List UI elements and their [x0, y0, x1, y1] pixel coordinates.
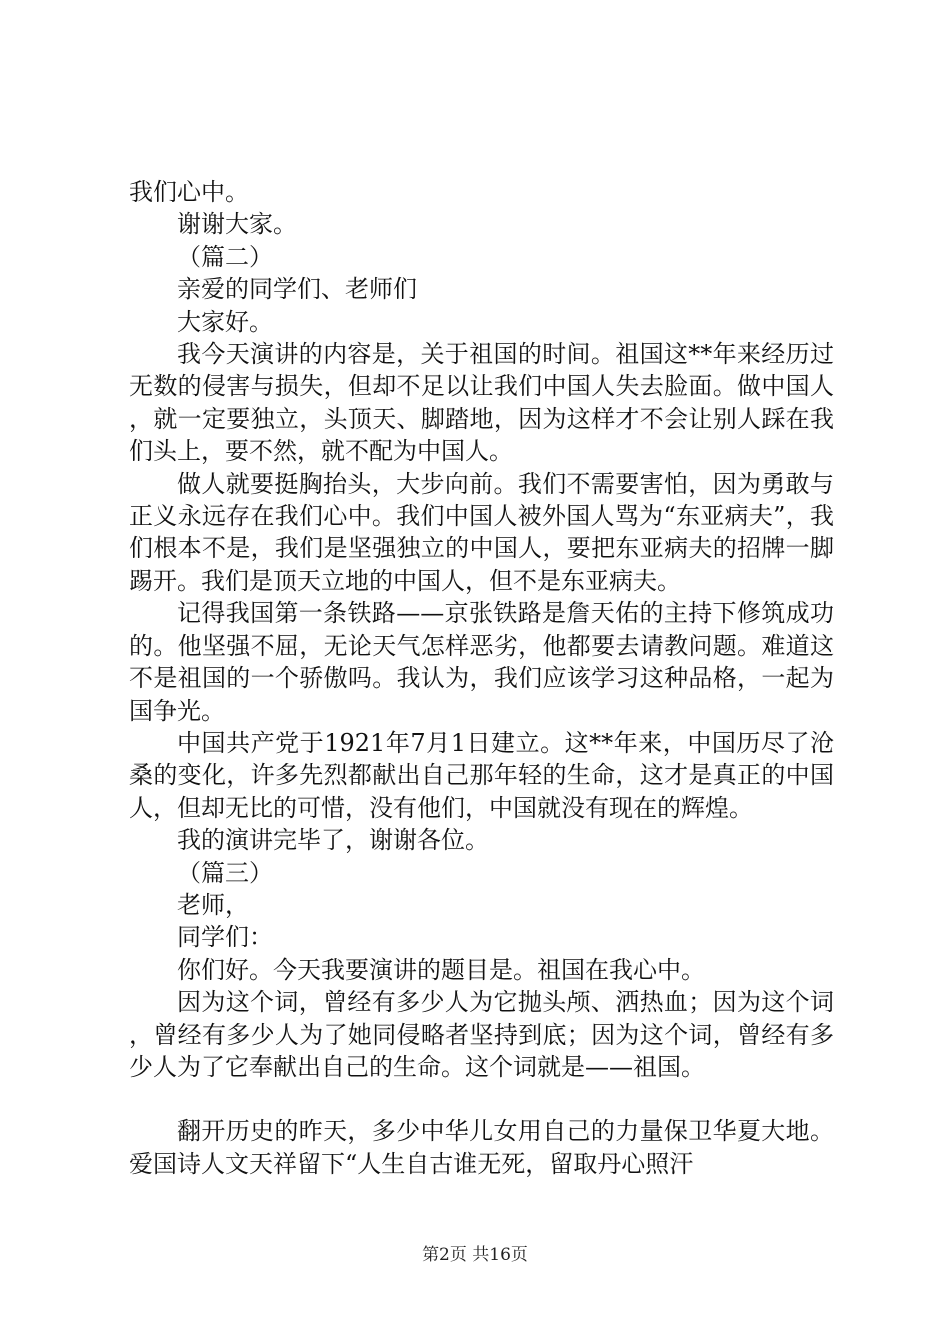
paragraph-8: 因为这个词，曾经有多少人为它抛头颅、洒热血；因为这个词，曾经有多少人为了她同侵略者坚持到底；因为这个词，曾经有多少人为了它奉献出自己的生命。这个词就是——祖国。 — [129, 988, 834, 1081]
paragraph-9: 翻开历史的昨天，多少中华儿女用自己的力量保卫华夏大地。爱国诗人文天祥留下“人生自古谁无死，留取丹心照汗 — [129, 1117, 834, 1178]
paragraph-3: 我今天演讲的内容是，关于祖国的时间。祖国这**年来经历过无数的侵害与损失，但却不足以让我们中国人失去脸面。做中国人，就一定要独立，头顶天、脚踏地，因为这样才不会让别人踩在我们头上，要不然，就不配为中国人。 — [129, 340, 834, 466]
page-number-footer: 第2页 共16页 — [422, 1245, 528, 1265]
paragraph-5: 记得我国第一条铁路——京张铁路是詹天佑的主持下修筑成功的。他坚强不屈，无论天气怎样恶劣，他都要去请教问题。难道这不是祖国的一个骄傲吗。我认为，我们应该学习这种品格，一起为国争光。 — [129, 599, 834, 725]
greeting-1: 大家好。 — [177, 307, 273, 336]
salutation-3: 同学们： — [177, 923, 273, 952]
paragraph-4: 做人就要挺胸抬头，大步向前。我们不需要害怕，因为勇敢与正义永远存在我们心中。我们中国人被外国人骂为“东亚病夫”，我们根本不是，我们是坚强独立的中国人，要把东亚病夫的招牌一脚踢开。我们是顶天立地的中国人，但不是东亚病夫。 — [129, 469, 834, 595]
salutation-2: 老师， — [177, 890, 249, 919]
salutation-1: 亲爱的同学们、老师们 — [177, 275, 417, 304]
paragraph-spacer — [129, 1083, 834, 1115]
document-body — [129, 176, 834, 1180]
greeting-2: 你们好。今天我要演讲的题目是。祖国在我心中。 — [177, 955, 705, 984]
section-heading-part-three: （篇三） — [177, 858, 273, 887]
paragraph-7: 我的演讲完毕了，谢谢各位。 — [177, 826, 489, 855]
paragraph-6: 中国共产党于1921年7月1日建立。这**年来，中国历尽了沧桑的变化，许多先烈都献出自己那年轻的生命，这才是真正的中国人，但却无比的可惜，没有他们，中国就没有现在的辉煌。 — [129, 728, 834, 822]
section-heading-part-two: （篇二） — [177, 242, 273, 271]
paragraph-2: 谢谢大家。 — [177, 210, 297, 239]
paragraph-1: 我们心中。 — [129, 178, 249, 206]
